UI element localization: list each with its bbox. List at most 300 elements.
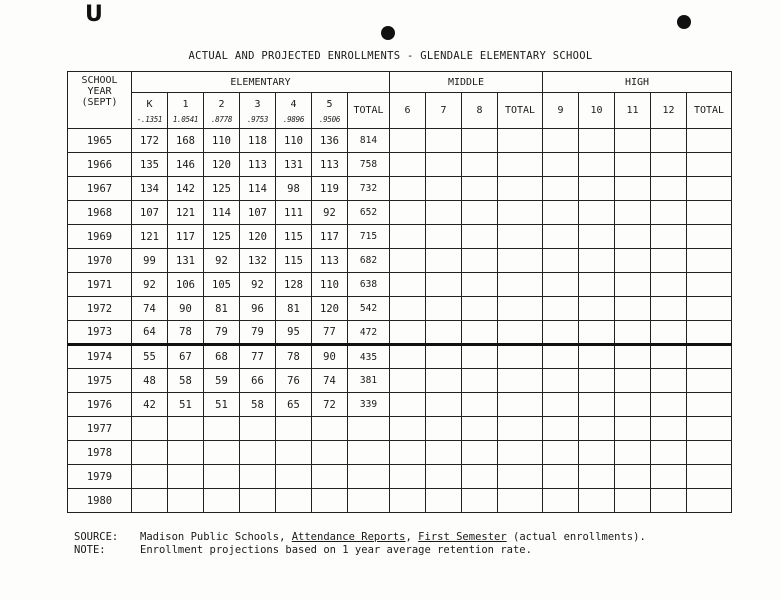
- enrollment-cell: 115: [276, 249, 312, 273]
- empty-cell: [579, 273, 615, 297]
- empty-cell: [543, 393, 579, 417]
- elementary-total-cell: [348, 465, 390, 489]
- enrollment-cell: 92: [132, 273, 168, 297]
- footer-notes: [74, 531, 646, 557]
- grade-header-7: 7: [426, 93, 462, 129]
- empty-cell: [687, 225, 732, 249]
- table-row: [68, 177, 732, 201]
- enrollment-cell: 118: [240, 129, 276, 153]
- enrollment-cell: 51: [204, 393, 240, 417]
- empty-cell: [390, 345, 426, 369]
- enrollment-cell: 120: [204, 153, 240, 177]
- empty-cell: [651, 177, 687, 201]
- year-cell: 1966: [68, 153, 132, 177]
- enrollment-cell: 92: [204, 249, 240, 273]
- empty-cell: [615, 489, 651, 513]
- empty-cell: [543, 225, 579, 249]
- empty-cell: [462, 369, 498, 393]
- empty-cell: [498, 321, 543, 345]
- empty-cell: [498, 201, 543, 225]
- enrollment-cell: 72: [312, 393, 348, 417]
- empty-cell: [615, 441, 651, 465]
- grade-header-11: 11: [615, 93, 651, 129]
- enrollment-cell: 115: [276, 225, 312, 249]
- year-cell: 1970: [68, 249, 132, 273]
- empty-cell: [426, 441, 462, 465]
- enrollment-cell: 77: [240, 345, 276, 369]
- enrollment-cell: 114: [240, 177, 276, 201]
- retention-rate-4: .9896: [276, 115, 312, 129]
- empty-cell: [462, 273, 498, 297]
- empty-cell: [687, 249, 732, 273]
- elementary-total-cell: 732: [348, 177, 390, 201]
- retention-rate-3: .9753: [240, 115, 276, 129]
- table-row: [68, 201, 732, 225]
- empty-cell: [462, 345, 498, 369]
- retention-rate-5: .9506: [312, 115, 348, 129]
- empty-cell: [462, 129, 498, 153]
- empty-cell: [498, 345, 543, 369]
- empty-cell: [390, 393, 426, 417]
- empty-cell: [615, 129, 651, 153]
- empty-cell: [426, 417, 462, 441]
- enrollment-cell: [204, 417, 240, 441]
- retention-rate-k: -.1351: [132, 115, 168, 129]
- enrollment-cell: 117: [168, 225, 204, 249]
- enrollment-cell: 135: [132, 153, 168, 177]
- grade-header-k: K: [132, 93, 168, 116]
- empty-cell: [579, 153, 615, 177]
- empty-cell: [498, 225, 543, 249]
- empty-cell: [543, 417, 579, 441]
- empty-cell: [498, 417, 543, 441]
- source-first-semester: First Semester: [418, 531, 507, 543]
- elementary-total-cell: 472: [348, 321, 390, 345]
- enrollment-cell: 107: [132, 201, 168, 225]
- empty-cell: [543, 177, 579, 201]
- enrollment-cell: [312, 465, 348, 489]
- table-row: [68, 153, 732, 177]
- grade-header-9: 9: [543, 93, 579, 129]
- empty-cell: [498, 393, 543, 417]
- empty-cell: [426, 249, 462, 273]
- enrollment-cell: 64: [132, 321, 168, 345]
- year-cell: 1980: [68, 489, 132, 513]
- elementary-total-cell: 435: [348, 345, 390, 369]
- empty-cell: [687, 441, 732, 465]
- source-suffix: (actual enrollments).: [506, 531, 646, 543]
- enrollment-cell: 146: [168, 153, 204, 177]
- enrollment-cell: 78: [168, 321, 204, 345]
- enrollment-cell: 120: [240, 225, 276, 249]
- enrollment-cell: [204, 441, 240, 465]
- enrollment-cell: 131: [168, 249, 204, 273]
- elementary-total-cell: 652: [348, 201, 390, 225]
- table-row: [68, 225, 732, 249]
- enrollment-cell: [312, 489, 348, 513]
- empty-cell: [390, 273, 426, 297]
- enrollment-cell: 172: [132, 129, 168, 153]
- enrollment-cell: 55: [132, 345, 168, 369]
- grade-header-10: 10: [579, 93, 615, 129]
- enrollment-cell: [312, 441, 348, 465]
- empty-cell: [651, 369, 687, 393]
- empty-cell: [390, 177, 426, 201]
- empty-cell: [687, 345, 732, 369]
- year-cell: 1979: [68, 465, 132, 489]
- empty-cell: [390, 465, 426, 489]
- empty-cell: [498, 441, 543, 465]
- enrollment-cell: 65: [276, 393, 312, 417]
- empty-cell: [579, 297, 615, 321]
- grade-header-12: 12: [651, 93, 687, 129]
- table-row: [68, 273, 732, 297]
- empty-cell: [390, 441, 426, 465]
- enrollment-cell: 74: [312, 369, 348, 393]
- enrollment-cell: 99: [132, 249, 168, 273]
- enrollment-cell: [240, 441, 276, 465]
- empty-cell: [390, 129, 426, 153]
- enrollment-cell: 67: [168, 345, 204, 369]
- empty-cell: [687, 321, 732, 345]
- source-prefix: Madison Public Schools,: [140, 531, 292, 543]
- enrollment-cell: 110: [204, 129, 240, 153]
- empty-cell: [651, 201, 687, 225]
- elementary-total-cell: [348, 441, 390, 465]
- grade-header-5: 5: [312, 93, 348, 116]
- empty-cell: [390, 321, 426, 345]
- grade-header-2: 2: [204, 93, 240, 116]
- enrollment-cell: [312, 417, 348, 441]
- empty-cell: [651, 441, 687, 465]
- enrollment-cell: [132, 465, 168, 489]
- empty-cell: [498, 273, 543, 297]
- elementary-total-cell: 339: [348, 393, 390, 417]
- empty-cell: [498, 177, 543, 201]
- empty-cell: [543, 369, 579, 393]
- empty-cell: [426, 369, 462, 393]
- year-cell: 1977: [68, 417, 132, 441]
- punch-hole-right: [677, 15, 691, 29]
- year-cell: 1973: [68, 321, 132, 345]
- source-line: [74, 531, 646, 544]
- grade-header-8: 8: [462, 93, 498, 129]
- enrollment-cell: 168: [168, 129, 204, 153]
- enrollment-cell: 119: [312, 177, 348, 201]
- grade-header-3: 3: [240, 93, 276, 116]
- empty-cell: [651, 393, 687, 417]
- empty-cell: [462, 321, 498, 345]
- year-cell: 1969: [68, 225, 132, 249]
- empty-cell: [390, 489, 426, 513]
- empty-cell: [579, 201, 615, 225]
- empty-cell: [543, 321, 579, 345]
- empty-cell: [687, 153, 732, 177]
- empty-cell: [426, 201, 462, 225]
- empty-cell: [462, 297, 498, 321]
- empty-cell: [579, 321, 615, 345]
- punch-hole-center: [381, 26, 395, 40]
- empty-cell: [687, 489, 732, 513]
- empty-cell: [651, 321, 687, 345]
- enrollment-cell: [276, 489, 312, 513]
- enrollment-cell: [132, 489, 168, 513]
- empty-cell: [615, 177, 651, 201]
- table-row: [68, 129, 732, 153]
- empty-cell: [462, 417, 498, 441]
- enrollment-cell: 132: [240, 249, 276, 273]
- year-cell: 1978: [68, 441, 132, 465]
- empty-cell: [543, 441, 579, 465]
- empty-cell: [651, 297, 687, 321]
- enrollment-cell: 110: [276, 129, 312, 153]
- elementary-total-cell: 682: [348, 249, 390, 273]
- empty-cell: [579, 465, 615, 489]
- enrollment-cell: 134: [132, 177, 168, 201]
- empty-cell: [579, 489, 615, 513]
- enrollment-cell: [276, 465, 312, 489]
- empty-cell: [579, 225, 615, 249]
- high-total-header: TOTAL: [687, 93, 732, 129]
- table-row: [68, 489, 732, 513]
- table-row: [68, 441, 732, 465]
- empty-cell: [426, 345, 462, 369]
- empty-cell: [390, 297, 426, 321]
- enrollment-cell: 90: [168, 297, 204, 321]
- enrollment-cell: 59: [204, 369, 240, 393]
- empty-cell: [687, 273, 732, 297]
- empty-cell: [615, 465, 651, 489]
- enrollment-cell: 66: [240, 369, 276, 393]
- empty-cell: [579, 369, 615, 393]
- empty-cell: [426, 489, 462, 513]
- empty-cell: [543, 297, 579, 321]
- source-text: [140, 531, 646, 544]
- enrollment-cell: [240, 465, 276, 489]
- enrollment-cell: 121: [168, 201, 204, 225]
- enrollment-cell: 113: [240, 153, 276, 177]
- empty-cell: [651, 249, 687, 273]
- empty-cell: [687, 201, 732, 225]
- enrollment-table: [67, 71, 732, 513]
- grade-header-6: 6: [390, 93, 426, 129]
- enrollment-cell: 114: [204, 201, 240, 225]
- enrollment-cell: 48: [132, 369, 168, 393]
- empty-cell: [651, 273, 687, 297]
- section-elementary: ELEMENTARY: [132, 72, 390, 93]
- enrollment-cell: 105: [204, 273, 240, 297]
- retention-rate-1: 1.0541: [168, 115, 204, 129]
- elementary-total-cell: 715: [348, 225, 390, 249]
- empty-cell: [651, 153, 687, 177]
- note-line: [74, 544, 646, 557]
- enrollment-cell: 96: [240, 297, 276, 321]
- enrollment-cell: 106: [168, 273, 204, 297]
- table-row: [68, 321, 732, 345]
- empty-cell: [687, 417, 732, 441]
- empty-cell: [390, 249, 426, 273]
- empty-cell: [651, 417, 687, 441]
- enrollment-cell: 128: [276, 273, 312, 297]
- enrollment-cell: 113: [312, 249, 348, 273]
- empty-cell: [543, 129, 579, 153]
- table-row: [68, 417, 732, 441]
- empty-cell: [615, 273, 651, 297]
- year-cell: 1972: [68, 297, 132, 321]
- enrollment-cell: [132, 417, 168, 441]
- elementary-total-header: TOTAL: [348, 93, 390, 129]
- school-year-header: [68, 72, 132, 129]
- enrollment-cell: 142: [168, 177, 204, 201]
- enrollment-cell: 90: [312, 345, 348, 369]
- empty-cell: [543, 345, 579, 369]
- enrollment-cell: 76: [276, 369, 312, 393]
- empty-cell: [687, 393, 732, 417]
- enrollment-cell: [240, 417, 276, 441]
- empty-cell: [426, 177, 462, 201]
- elementary-total-cell: 638: [348, 273, 390, 297]
- enrollment-cell: 121: [132, 225, 168, 249]
- empty-cell: [615, 225, 651, 249]
- empty-cell: [615, 321, 651, 345]
- empty-cell: [579, 441, 615, 465]
- elementary-total-cell: 814: [348, 129, 390, 153]
- empty-cell: [462, 465, 498, 489]
- table-row: [68, 393, 732, 417]
- empty-cell: [498, 465, 543, 489]
- empty-cell: [579, 345, 615, 369]
- enrollment-cell: 51: [168, 393, 204, 417]
- empty-cell: [651, 129, 687, 153]
- table-row: [68, 249, 732, 273]
- year-cell: 1965: [68, 129, 132, 153]
- source-label: SOURCE:: [74, 531, 119, 543]
- empty-cell: [687, 297, 732, 321]
- enrollment-cell: 136: [312, 129, 348, 153]
- empty-cell: [615, 153, 651, 177]
- empty-cell: [615, 417, 651, 441]
- enrollment-cell: 74: [132, 297, 168, 321]
- enrollment-cell: 58: [168, 369, 204, 393]
- year-cell: 1976: [68, 393, 132, 417]
- source-attendance-reports: Attendance Reports: [291, 531, 406, 543]
- empty-cell: [579, 129, 615, 153]
- elementary-total-cell: 542: [348, 297, 390, 321]
- enrollment-cell: 77: [312, 321, 348, 345]
- empty-cell: [615, 201, 651, 225]
- empty-cell: [579, 417, 615, 441]
- empty-cell: [498, 129, 543, 153]
- empty-cell: [390, 225, 426, 249]
- grade-header-1: 1: [168, 93, 204, 116]
- enrollment-cell: 125: [204, 177, 240, 201]
- note-text: Enrollment projections based on 1 year average retention rate.: [140, 544, 532, 556]
- elementary-total-cell: [348, 417, 390, 441]
- empty-cell: [498, 249, 543, 273]
- school-year-header-line2: YEAR: [87, 86, 112, 97]
- enrollment-cell: 81: [204, 297, 240, 321]
- empty-cell: [462, 153, 498, 177]
- empty-cell: [615, 393, 651, 417]
- empty-cell: [462, 441, 498, 465]
- school-year-header-line3: (SEPT): [81, 97, 118, 108]
- empty-cell: [579, 249, 615, 273]
- middle-total-header: TOTAL: [498, 93, 543, 129]
- empty-cell: [579, 177, 615, 201]
- empty-cell: [543, 201, 579, 225]
- empty-cell: [390, 417, 426, 441]
- section-high: HIGH: [543, 72, 732, 93]
- empty-cell: [687, 129, 732, 153]
- empty-cell: [498, 297, 543, 321]
- table-row: [68, 345, 732, 369]
- empty-cell: [498, 489, 543, 513]
- elementary-total-cell: 381: [348, 369, 390, 393]
- enrollment-cell: 78: [276, 345, 312, 369]
- enrollment-cell: 95: [276, 321, 312, 345]
- enrollment-cell: [168, 417, 204, 441]
- elementary-total-cell: [348, 489, 390, 513]
- enrollment-cell: 81: [276, 297, 312, 321]
- enrollment-cell: [168, 441, 204, 465]
- enrollment-cell: [204, 465, 240, 489]
- empty-cell: [543, 465, 579, 489]
- empty-cell: [426, 129, 462, 153]
- enrollment-cell: 111: [276, 201, 312, 225]
- empty-cell: [651, 465, 687, 489]
- handwritten-mark: U: [85, 2, 103, 27]
- section-middle: MIDDLE: [390, 72, 543, 93]
- enrollment-cell: 79: [204, 321, 240, 345]
- enrollment-cell: 131: [276, 153, 312, 177]
- enrollment-cell: 92: [312, 201, 348, 225]
- table-row: [68, 465, 732, 489]
- enrollment-cell: [276, 441, 312, 465]
- empty-cell: [579, 393, 615, 417]
- empty-cell: [543, 153, 579, 177]
- empty-cell: [390, 153, 426, 177]
- enrollment-cell: 117: [312, 225, 348, 249]
- enrollment-cell: 92: [240, 273, 276, 297]
- empty-cell: [462, 489, 498, 513]
- empty-cell: [426, 393, 462, 417]
- enrollment-cell: 58: [240, 393, 276, 417]
- empty-cell: [462, 225, 498, 249]
- empty-cell: [651, 225, 687, 249]
- enrollment-cell: [168, 489, 204, 513]
- empty-cell: [426, 321, 462, 345]
- enrollment-cell: [276, 417, 312, 441]
- empty-cell: [426, 273, 462, 297]
- year-cell: 1967: [68, 177, 132, 201]
- table-row: [68, 369, 732, 393]
- empty-cell: [615, 297, 651, 321]
- empty-cell: [390, 369, 426, 393]
- empty-cell: [426, 465, 462, 489]
- enrollment-cell: 110: [312, 273, 348, 297]
- empty-cell: [687, 177, 732, 201]
- empty-cell: [462, 201, 498, 225]
- enrollment-cell: 107: [240, 201, 276, 225]
- empty-cell: [426, 153, 462, 177]
- enrollment-cell: 42: [132, 393, 168, 417]
- empty-cell: [498, 153, 543, 177]
- table-row: [68, 297, 732, 321]
- empty-cell: [615, 369, 651, 393]
- empty-cell: [462, 177, 498, 201]
- enrollment-cell: 68: [204, 345, 240, 369]
- year-cell: 1975: [68, 369, 132, 393]
